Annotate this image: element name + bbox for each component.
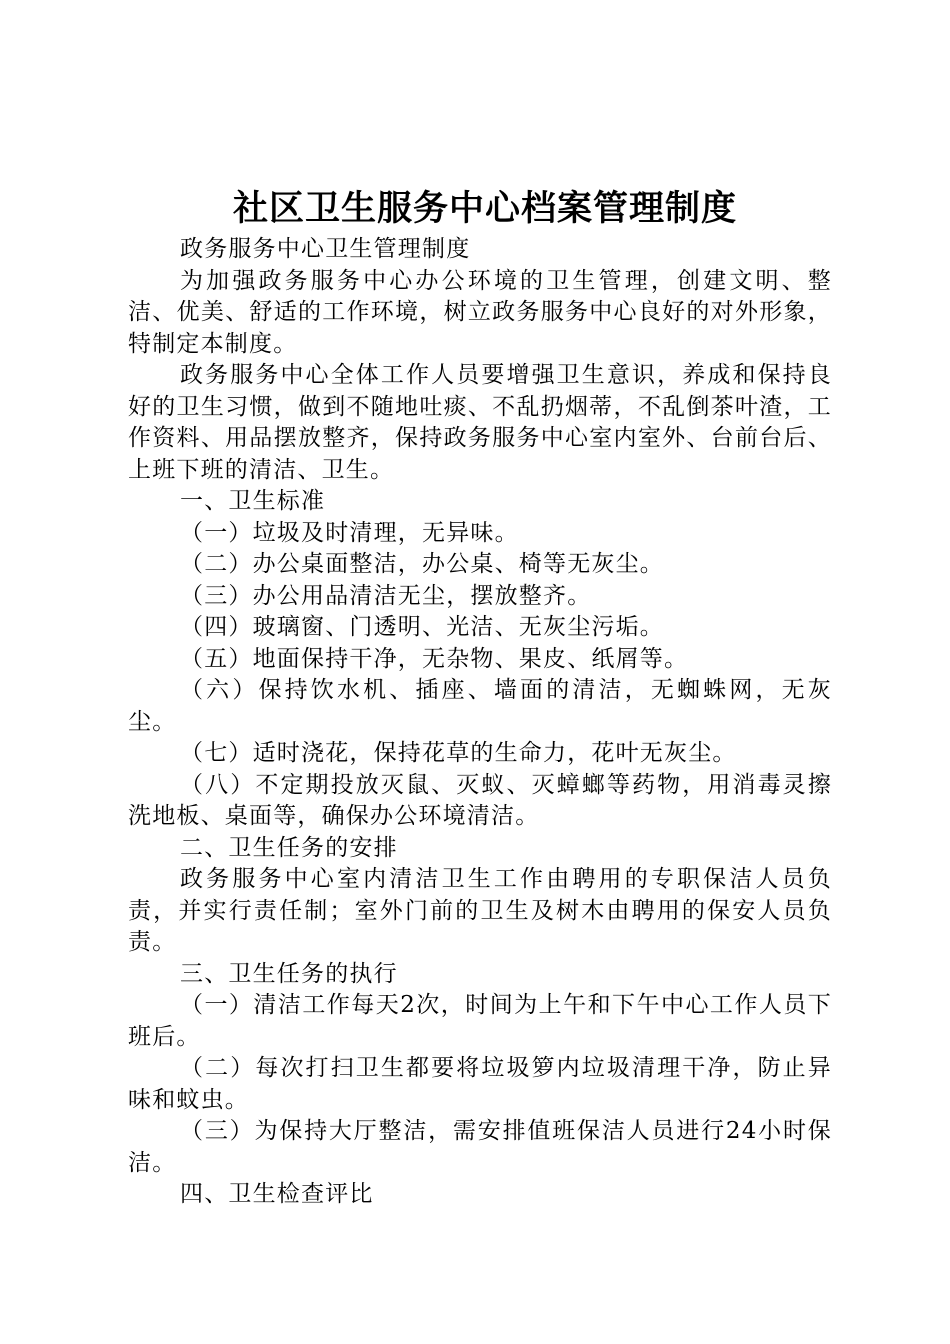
section-heading: 三、卫生任务的执行 xyxy=(180,960,398,987)
section-heading: 一、卫生标准 xyxy=(180,488,326,514)
paragraph: 政务服务中心全体工作人员要增强卫生意识，养成和保持良好的卫生习惯，做到不随地吐痰、不乱扔烟蒂，不乱倒茶叶渣，工作资料、用品摆放整齐，保持政务服务中心室内室外、台前台后、上班下班的清洁、卫生。 xyxy=(128,362,832,483)
document-title: 社区卫生服务中心档案管理制度 xyxy=(232,188,737,229)
list-item: （八）不定期投放灭鼠、灭蚁、灭蟑螂等药物，用消毒灵擦洗地板、桌面等，确保办公环境清洁。 xyxy=(128,771,832,829)
paragraph: 为加强政务服务中心办公环境的卫生管理，创建文明、整洁、优美、舒适的工作环境，树立政务服务中心良好的对外形象，特制定本制度。 xyxy=(128,267,832,357)
list-item: （六）保持饮水机、插座、墙面的清洁，无蜘蛛网，无灰尘。 xyxy=(128,677,832,735)
paragraph: 政务服务中心室内清洁卫生工作由聘用的专职保洁人员负责，并实行责任制；室外门前的卫生及树木由聘用的保安人员负责。 xyxy=(128,866,832,955)
list-item: （四）玻璃窗、门透明、光洁、无灰尘污垢。 xyxy=(180,614,664,640)
list-item: （一）垃圾及时清理，无异味。 xyxy=(180,519,519,546)
paragraph: 政务服务中心卫生管理制度 xyxy=(180,236,471,262)
document-body xyxy=(128,234,832,1211)
list-item: （五）地面保持干净，无杂物、果皮、纸屑等。 xyxy=(180,645,689,672)
list-item: （三）为保持大厅整洁，需安排值班保洁人员进行24小时保洁。 xyxy=(128,1118,832,1176)
document-page xyxy=(128,184,832,1211)
list-item: （一）清洁工作每天2次，时间为上午和下午中心工作人员下班后。 xyxy=(128,992,832,1050)
list-item: （七）适时浇花，保持花草的生命力，花叶无灰尘。 xyxy=(180,740,737,766)
list-item: （二）办公桌面整洁，办公桌、椅等无灰尘。 xyxy=(180,551,664,577)
list-item: （二）每次打扫卫生都要将垃圾箩内垃圾清理干净，防止异味和蚊虫。 xyxy=(128,1055,832,1113)
list-item: （三）办公用品清洁无尘，摆放整齐。 xyxy=(180,582,592,609)
section-heading: 二、卫生任务的安排 xyxy=(180,834,398,861)
section-heading: 四、卫生检查评比 xyxy=(180,1181,374,1207)
